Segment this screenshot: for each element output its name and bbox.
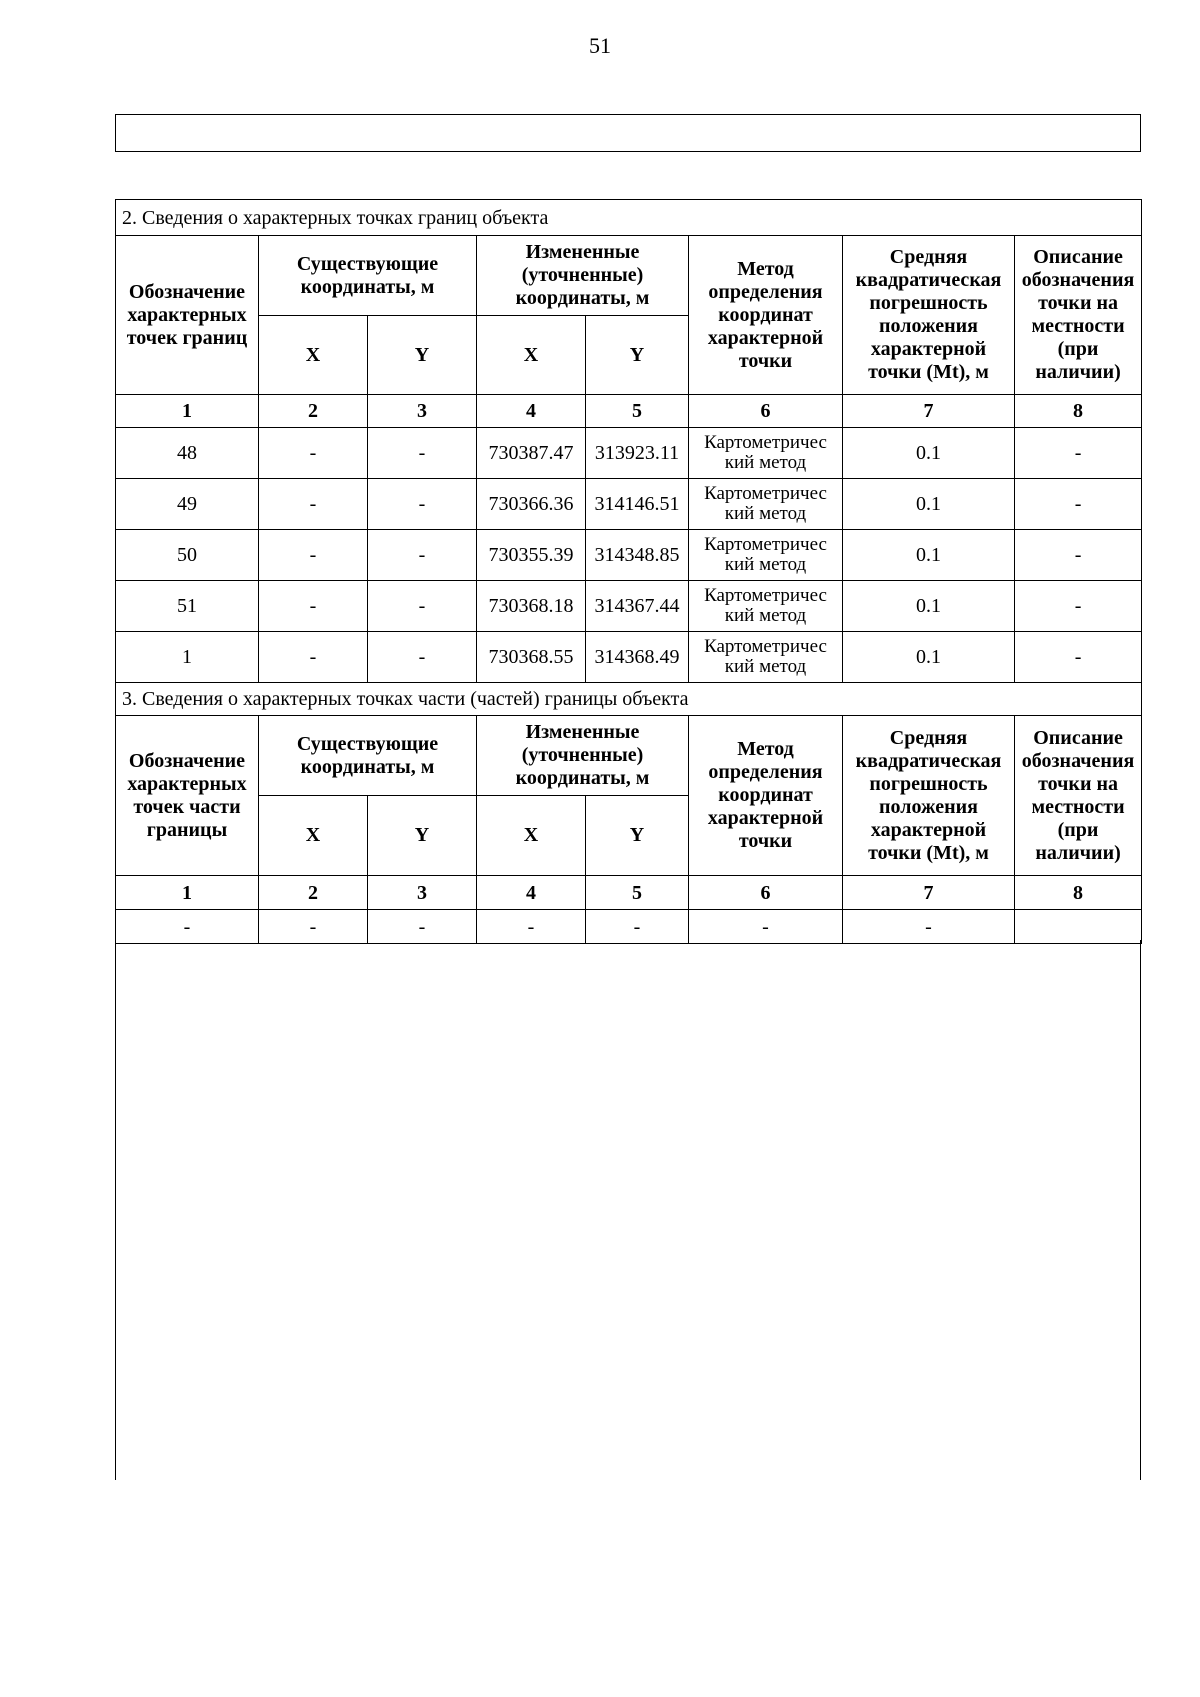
column-number: 3 [368,395,477,428]
header-existing-x: X [259,796,368,876]
point-description: - [1015,479,1142,530]
table-row [116,479,1142,530]
header-changed-x: X [477,796,586,876]
table-cell: - [368,910,477,944]
changed-x: 730366.36 [477,479,586,530]
column-number: 1 [116,876,259,910]
existing-y: - [368,632,477,683]
column-number: 8 [1015,876,1142,910]
column-number: 5 [586,395,689,428]
boundary-points-table [115,199,1142,944]
point-description: - [1015,632,1142,683]
changed-y: 314367.44 [586,581,689,632]
table-row [116,581,1142,632]
mt-error: 0.1 [843,479,1015,530]
section2-title: 2. Сведения о характерных точках границ объекта [116,200,1142,236]
column-number: 7 [843,876,1015,910]
changed-y: 314348.85 [586,530,689,581]
method [689,632,843,683]
table-cell: - [259,910,368,944]
changed-x: 730355.39 [477,530,586,581]
header-existing-x: X [259,316,368,395]
column-number: 1 [116,395,259,428]
method-line1: Картометричес [704,585,827,606]
method-line2: кий метод [724,656,807,677]
header-designation: Обозначение характерных точек части границы [116,716,259,876]
changed-x: 730368.18 [477,581,586,632]
header-changed-coords: Измененные (уточненные) координаты, м [477,716,689,796]
table-row [116,632,1142,683]
method [689,530,843,581]
column-number: 4 [477,876,586,910]
point-description: - [1015,530,1142,581]
mt-error: 0.1 [843,632,1015,683]
table-cell: - [477,910,586,944]
method-line1: Картометричес [704,534,827,555]
existing-x: - [259,479,368,530]
column-number: 2 [259,876,368,910]
column-number: 4 [477,395,586,428]
mt-error: 0.1 [843,428,1015,479]
changed-x: 730387.47 [477,428,586,479]
changed-y: 314146.51 [586,479,689,530]
method-line1: Картометричес [704,636,827,657]
empty-header-box [115,114,1141,152]
method-line1: Картометричес [704,483,827,504]
changed-y: 313923.11 [586,428,689,479]
mt-error: 0.1 [843,530,1015,581]
method-line2: кий метод [724,452,807,473]
changed-x: 730368.55 [477,632,586,683]
header-description: Описание обозначения точки на местности (при наличии) [1015,236,1142,395]
table-cell: - [586,910,689,944]
column-number: 5 [586,876,689,910]
table-cell [1015,910,1142,944]
section3-title: 3. Сведения о характерных точках части (частей) границы объекта [116,683,1142,716]
header-method: Метод определения координат характерной точки [689,716,843,876]
column-number: 6 [689,876,843,910]
method-line2: кий метод [724,605,807,626]
header-method: Метод определения координат характерной точки [689,236,843,395]
changed-y: 314368.49 [586,632,689,683]
page-number: 51 [589,33,611,58]
existing-x: - [259,581,368,632]
header-error: Средняя квадратическая погрешность положения характерной точки (Mt), м [843,716,1015,876]
header-changed-y: Y [586,796,689,876]
table-cell: - [843,910,1015,944]
mt-error: 0.1 [843,581,1015,632]
existing-y: - [368,530,477,581]
column-number: 6 [689,395,843,428]
header-existing-y: Y [368,316,477,395]
point-description: - [1015,428,1142,479]
header-existing-y: Y [368,796,477,876]
column-number: 2 [259,395,368,428]
table-row [116,530,1142,581]
existing-x: - [259,632,368,683]
point-id: 51 [116,581,259,632]
header-description: Описание обозначения точки на местности (при наличии) [1015,716,1142,876]
column-number: 8 [1015,395,1142,428]
header-existing-coords: Существующие координаты, м [259,236,477,316]
table-cell: - [689,910,843,944]
header-changed-x: X [477,316,586,395]
existing-y: - [368,581,477,632]
header-error: Средняя квадратическая погрешность положения характерной точки (Mt), м [843,236,1015,395]
method-line2: кий метод [724,554,807,575]
method [689,581,843,632]
method [689,479,843,530]
point-id: 49 [116,479,259,530]
point-description: - [1015,581,1142,632]
empty-continuation-area [115,940,1141,1480]
header-existing-coords: Существующие координаты, м [259,716,477,796]
method-line2: кий метод [724,503,807,524]
column-number: 7 [843,395,1015,428]
table-cell: - [116,910,259,944]
existing-x: - [259,530,368,581]
method [689,428,843,479]
method-line1: Картометричес [704,432,827,453]
point-id: 1 [116,632,259,683]
table-row [116,910,1142,944]
existing-x: - [259,428,368,479]
header-changed-y: Y [586,316,689,395]
point-id: 48 [116,428,259,479]
table-row [116,428,1142,479]
header-designation: Обозначение характерных точек границ [116,236,259,395]
header-changed-coords: Измененные (уточненные) координаты, м [477,236,689,316]
existing-y: - [368,428,477,479]
column-number: 3 [368,876,477,910]
existing-y: - [368,479,477,530]
point-id: 50 [116,530,259,581]
